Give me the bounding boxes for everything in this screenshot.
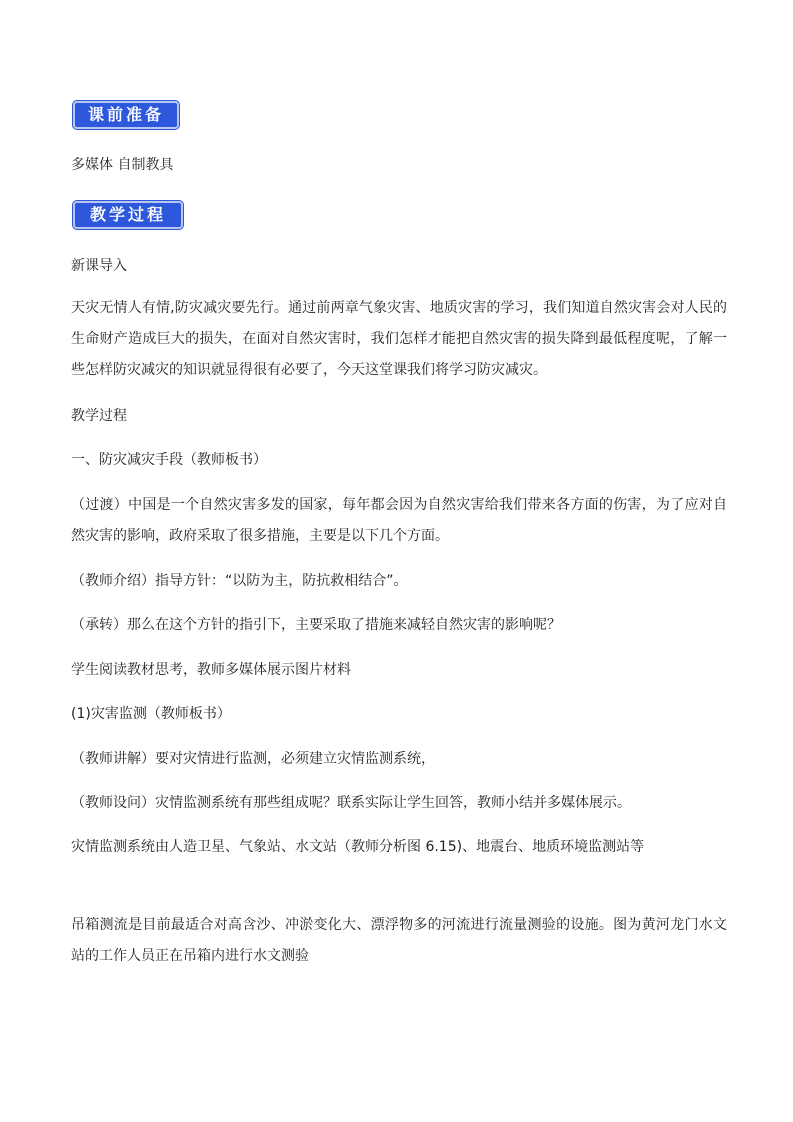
subsection-one-heading: (1)灾害监测（教师板书） bbox=[71, 706, 231, 722]
teacher-intro-text: （教师介绍）指导方针：“以防为主，防抗救相结合”。 bbox=[71, 573, 408, 589]
cable-measurement-paragraph: 吊箱测流是目前最适合对高含沙、冲淤变化大、漂浮物多的河流进行流量测验的设施。图为黄河龙门水文站的工作人员正在吊箱内进行水文测验 bbox=[71, 917, 727, 964]
materials-text: 多媒体 自制教具 bbox=[71, 157, 174, 173]
process-heading: 教学过程 bbox=[71, 408, 127, 424]
intro-paragraph: 天灾无情人有情,防灾减灾要先行。通过前两章气象灾害、地质灾害的学习，我们知道自然灾害会对人民的生命财产造成巨大的损失，在面对自然灾害时，我们怎样才能把自然灾害的损失降到最低程度呢，了解一些怎样防灾减灾的知识就显得很有必要了，今天这堂课我们将学习防灾减灾。 bbox=[71, 300, 727, 378]
section-one-heading: 一、防灾减灾手段（教师板书） bbox=[71, 452, 267, 468]
student-reading-text: 学生阅读教材思考，教师多媒体展示图片材料 bbox=[71, 662, 351, 678]
section-badge-preparation: 课前准备 bbox=[73, 101, 179, 129]
section-badge-teaching-process: 教学过程 bbox=[73, 201, 183, 229]
intro-heading: 新课导入 bbox=[71, 258, 127, 274]
monitoring-system-text: 灾情监测系统由人造卫星、气象站、水文站（教师分析图 6.15)、地震台、地质环境监测站等 bbox=[71, 839, 645, 855]
transition-paragraph: （过渡）中国是一个自然灾害多发的国家，每年都会因为自然灾害给我们带来各方面的伤害，为了应对自然灾害的影响，政府采取了很多措施，主要是以下几个方面。 bbox=[71, 497, 727, 544]
teacher-question-text: （教师设问）灾情监测系统有那些组成呢？联系实际让学生回答，教师小结并多媒体展示。 bbox=[71, 795, 631, 811]
teacher-explain-text: （教师讲解）要对灾情进行监测，必须建立灾情监测系统， bbox=[71, 751, 435, 767]
follow-up-text: （承转）那么在这个方针的指引下，主要采取了措施来减轻自然灾害的影响呢？ bbox=[71, 617, 561, 633]
